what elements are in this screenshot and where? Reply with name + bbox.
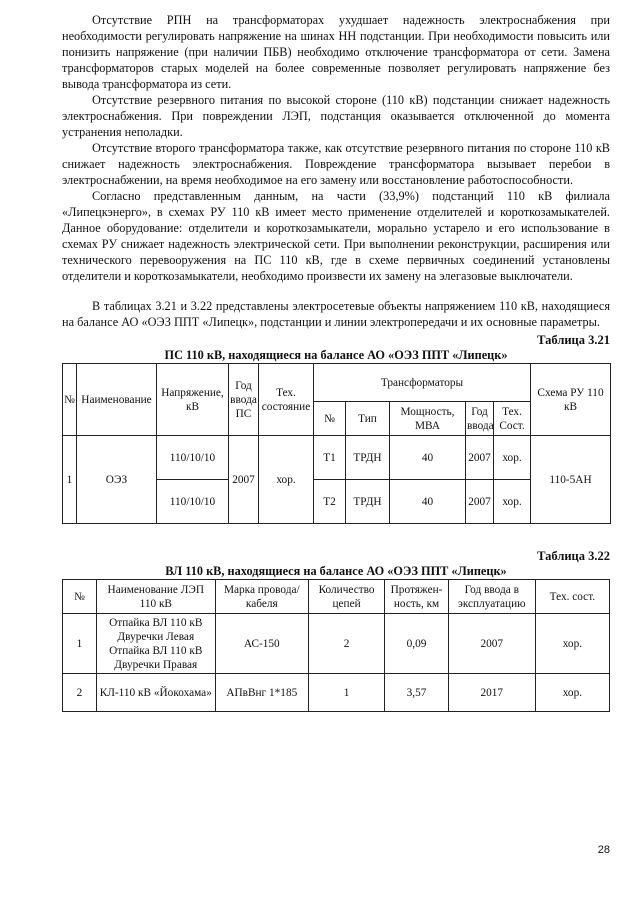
cell-name: ОЭЗ xyxy=(77,436,157,524)
cell-circuits: 2 xyxy=(308,614,384,674)
cell-scheme: 110-5АН xyxy=(531,436,611,524)
cell-t-state: хор. xyxy=(494,436,531,480)
cell-t-power: 40 xyxy=(390,480,466,524)
line-name-part: Отпайка ВЛ 110 кВ xyxy=(109,644,203,657)
page-number: 28 xyxy=(597,844,610,856)
col-commission-year-header: Год ввода в эксплуатацию xyxy=(448,580,535,614)
cell-t-year: 2007 xyxy=(466,480,494,524)
cell-t-num: Т1 xyxy=(314,436,346,480)
cell-brand: АС-150 xyxy=(215,614,308,674)
cell-t-type: ТРДН xyxy=(346,436,390,480)
cell-state: хор. xyxy=(535,674,609,712)
line-name-part: Отпайка ВЛ 110 кВ xyxy=(109,616,203,629)
paragraph-rpn: Отсутствие РПН на трансформаторах ухудшает надежность электроснабжения при необходимости регулировать напряжение на шинах НН подстанции. При необходимости повысить или понизить напряжение (при наличии ПБВ) необходимо отключение трансформатора от сети. Замена трансформаторов старых моделей на более современные позволяет регулировать напряжение без вывода трансформатора из сети. xyxy=(62,13,610,91)
t-power-header: Мощность, МВА xyxy=(390,402,466,436)
col-length-header: Протяжен-ность, км xyxy=(385,580,449,614)
power-lines-table xyxy=(62,579,610,712)
cell-tech-state: хор. xyxy=(259,436,314,524)
cell-t-year: 2007 xyxy=(466,436,494,480)
col-circuits-header: Количество цепей xyxy=(308,580,384,614)
cell-t-type: ТРДН xyxy=(346,480,390,524)
table-322-label: Таблица 3.22 xyxy=(537,549,610,563)
col-scheme-header: Схема РУ 110 кВ xyxy=(531,364,611,436)
table-row xyxy=(63,674,610,712)
cell-t-state: хор. xyxy=(494,480,531,524)
col-num-header: № xyxy=(63,580,97,614)
t-type-header: Тип xyxy=(346,402,390,436)
cell-length: 3,57 xyxy=(385,674,449,712)
line-name-part: Двуречки Левая xyxy=(117,630,195,643)
col-voltage-header: Напряжение, кВ xyxy=(157,364,229,436)
cell-voltage: 110/10/10 xyxy=(157,436,229,480)
t-num-header: № xyxy=(314,402,346,436)
cell-brand: АПвВнг 1*185 xyxy=(215,674,308,712)
paragraph-tables-intro: В таблицах 3.21 и 3.22 представлены электросетевые объекты напряжением 110 кВ, находящиеся на балансе АО «ОЭЗ ППТ «Липецк», подстанции и линии электропередачи и их основные параметры. xyxy=(62,299,610,329)
cell-num: 1 xyxy=(63,614,97,674)
cell-circuits: 1 xyxy=(308,674,384,712)
transformers-group-header: Трансформаторы xyxy=(314,364,531,402)
document-page xyxy=(62,12,610,712)
table-row xyxy=(63,614,610,674)
paragraph-separators: Согласно представленным данным, на части (33,9%) подстанций 110 кВ филиала «Липецкэнерго», в схемах РУ 110 кВ имеет место применение отделителей и короткозамыкателей. Данное оборудование: отделители и короткозамыкатели, морально устарело и его использование в схемах РУ снижает надежность электрической сети. При выполнении реконструкции, расширения или технического перевооружения на ПС 110 кВ, где в схеме первичных соединений установлены отделители и короткозамыкатели, необходимо произвести их замену на элегазовые выключатели. xyxy=(62,189,610,283)
cell-length: 0,09 xyxy=(385,614,449,674)
t-year-header: Год ввода xyxy=(466,402,494,436)
paragraph-second-transformer: Отсутствие второго трансформатора также, как отсутствие резервного питания по стороне 110 кВ снижает надежность электроснабжения. Повреждение трансформатора вызывает перебои в электроснабжении, на время необходимое на его замену или восстановление работоспособности. xyxy=(62,141,610,187)
col-tech-state-header: Тех. состояние xyxy=(259,364,314,436)
table-321-label: Таблица 3.21 xyxy=(537,333,610,347)
cell-num: 1 xyxy=(63,436,77,524)
substations-table xyxy=(62,363,611,524)
table-row xyxy=(63,436,611,480)
col-state-header: Тех. сост. xyxy=(535,580,609,614)
col-num-header: № xyxy=(63,364,77,436)
col-name-header: Наименование xyxy=(77,364,157,436)
cell-num: 2 xyxy=(63,674,97,712)
cell-commission-year: 2017 xyxy=(448,674,535,712)
table-321-title: ПС 110 кВ, находящиеся на балансе АО «ОЭЗ ППТ «Липецк» xyxy=(164,348,508,362)
line-name-part: Двуречки Правая xyxy=(114,658,198,671)
spacer xyxy=(62,284,610,298)
cell-year: 2007 xyxy=(229,436,259,524)
cell-t-power: 40 xyxy=(390,436,466,480)
col-line-name-header: Наименование ЛЭП 110 кВ xyxy=(96,580,215,614)
paragraph-reserve-power: Отсутствие резервного питания по высокой стороне (110 кВ) подстанции снижает надежность электроснабжения. При повреждении ЛЭП, подстанция оказывается отключенной до момента устранения неполадки. xyxy=(62,93,610,139)
cell-line-name xyxy=(96,614,215,674)
cell-line-name: КЛ-110 кВ «Йокохама» xyxy=(96,674,215,712)
table-322-title: ВЛ 110 кВ, находящиеся на балансе АО «ОЭЗ ППТ «Липецк» xyxy=(165,564,507,578)
cell-t-num: Т2 xyxy=(314,480,346,524)
cell-commission-year: 2007 xyxy=(448,614,535,674)
col-year-header: Год ввода ПС xyxy=(229,364,259,436)
t-state-header: Тех. Сост. xyxy=(494,402,531,436)
cell-state: хор. xyxy=(535,614,609,674)
cell-voltage: 110/10/10 xyxy=(157,480,229,524)
col-brand-header: Марка провода/кабеля xyxy=(215,580,308,614)
